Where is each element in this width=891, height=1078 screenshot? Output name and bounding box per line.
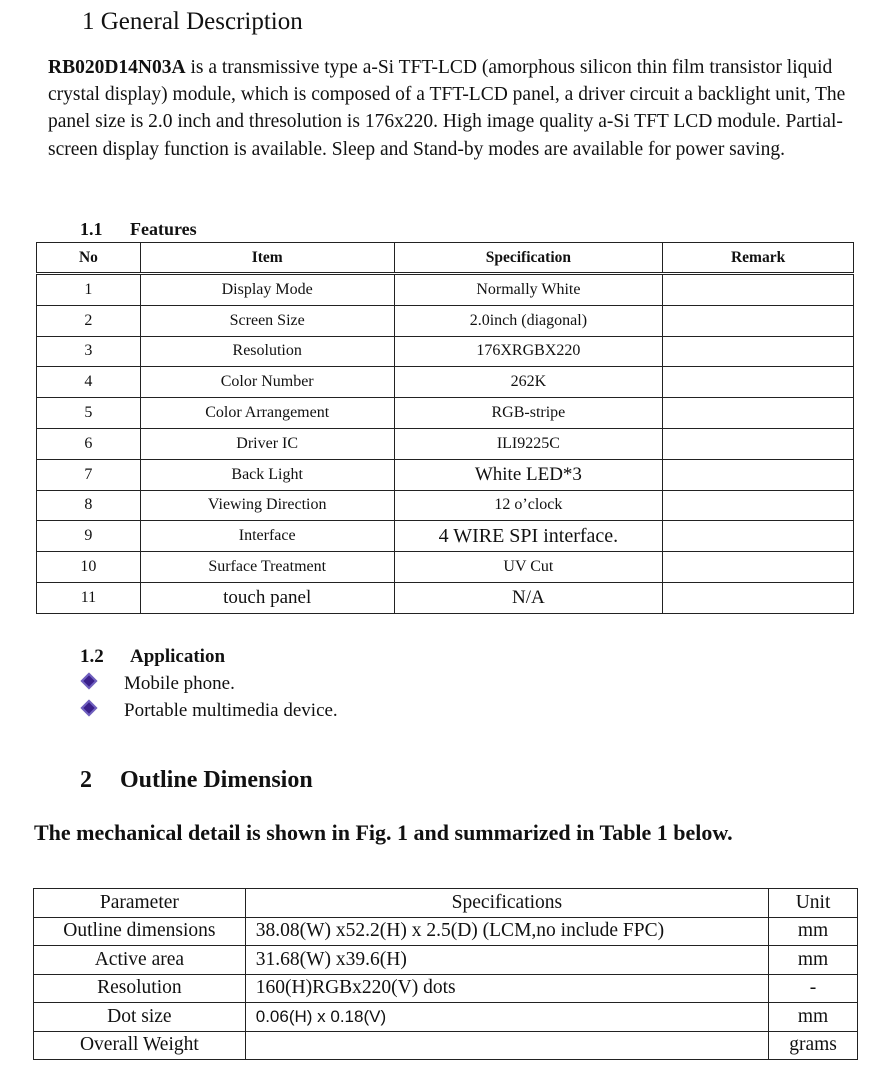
cell-item: Color Number <box>140 367 394 398</box>
cell-item: Viewing Direction <box>140 490 394 521</box>
cell-no: 7 <box>37 459 141 490</box>
cell-spec: 4 WIRE SPI interface. <box>394 521 663 552</box>
cell-no: 3 <box>37 336 141 367</box>
cell-remark <box>663 490 854 521</box>
cell-specification: 160(H)RGBx220(V) dots <box>245 974 768 1003</box>
cell-no: 10 <box>37 552 141 583</box>
cell-remark <box>663 398 854 429</box>
cell-remark <box>663 274 854 306</box>
cell-parameter: Dot size <box>34 1003 246 1032</box>
header-specification: Specification <box>394 243 663 274</box>
features-heading <box>80 219 197 240</box>
list-item <box>80 700 338 722</box>
cell-remark <box>663 552 854 583</box>
cell-no: 1 <box>37 274 141 306</box>
header-remark: Remark <box>663 243 854 274</box>
cell-specification: 38.08(W) x52.2(H) x 2.5(D) (LCM,no include FPC) <box>245 917 768 946</box>
cell-item: touch panel <box>140 582 394 613</box>
cell-item: Color Arrangement <box>140 398 394 429</box>
cell-spec: White LED*3 <box>394 459 663 490</box>
table-row <box>37 305 854 336</box>
cell-spec: 12 o’clock <box>394 490 663 521</box>
cell-spec: 262K <box>394 367 663 398</box>
table-row <box>37 459 854 490</box>
cell-specification: 0.06(H) x 0.18(V) <box>245 1003 768 1032</box>
cell-unit: mm <box>769 917 858 946</box>
cell-parameter: Resolution <box>34 974 246 1003</box>
cell-unit: - <box>769 974 858 1003</box>
cell-item: Interface <box>140 521 394 552</box>
cell-remark <box>663 336 854 367</box>
table-row <box>37 552 854 583</box>
cell-spec: 2.0inch (diagonal) <box>394 305 663 336</box>
cell-item: Resolution <box>140 336 394 367</box>
cell-no: 9 <box>37 521 141 552</box>
cell-spec: ILI9225C <box>394 428 663 459</box>
cell-spec: Normally White <box>394 274 663 306</box>
application-title: Application <box>130 646 226 667</box>
cell-unit: mm <box>769 946 858 975</box>
cell-remark <box>663 428 854 459</box>
section-2-heading <box>80 767 313 794</box>
cell-parameter: Outline dimensions <box>34 917 246 946</box>
params-header-row <box>34 889 858 918</box>
application-item-text: Mobile phone. <box>124 673 235 694</box>
cell-parameter: Overall Weight <box>34 1031 246 1060</box>
diamond-bullet-icon <box>81 700 98 717</box>
cell-remark <box>663 305 854 336</box>
table-row <box>34 1003 858 1032</box>
cell-no: 6 <box>37 428 141 459</box>
header-unit: Unit <box>769 889 858 918</box>
cell-parameter: Active area <box>34 946 246 975</box>
cell-item: Display Mode <box>140 274 394 306</box>
features-table <box>36 242 854 614</box>
features-header-row <box>37 243 854 274</box>
cell-spec: RGB-stripe <box>394 398 663 429</box>
features-number: 1.1 <box>80 219 103 239</box>
table-row <box>34 946 858 975</box>
cell-no: 2 <box>37 305 141 336</box>
features-title: Features <box>130 219 197 239</box>
cell-specification <box>245 1031 768 1060</box>
cell-no: 8 <box>37 490 141 521</box>
cell-item: Surface Treatment <box>140 552 394 583</box>
header-specifications: Specifications <box>245 889 768 918</box>
section-1-title: 1 General Description <box>82 8 303 35</box>
table-row <box>37 428 854 459</box>
section-2-number: 2 <box>80 767 92 793</box>
table-row <box>37 490 854 521</box>
header-no: No <box>37 243 141 274</box>
cell-no: 4 <box>37 367 141 398</box>
cell-remark <box>663 459 854 490</box>
cell-remark <box>663 367 854 398</box>
application-item-text: Portable multimedia device. <box>124 700 338 721</box>
table-row <box>34 917 858 946</box>
cell-remark <box>663 521 854 552</box>
model-number: RB020D14N03A <box>48 57 186 78</box>
application-heading <box>80 646 225 668</box>
description-text: is a transmissive type a-Si TFT-LCD (amorphous silicon thin film transistor liquid crystal display) module, which is composed of a TFT-LCD panel, a driver circuit a backlight unit, The panel size is 2.0 inch and thresolution is 176x220. High image quality a-Si TFT LCD module. Partial-screen display function is available. Sleep and Stand-by modes are available for power saving. <box>48 57 846 160</box>
mechanical-detail-text: The mechanical detail is shown in Fig. 1 and summarized in Table 1 below. <box>34 820 733 845</box>
cell-no: 11 <box>37 582 141 613</box>
header-item: Item <box>140 243 394 274</box>
application-number: 1.2 <box>80 646 104 667</box>
cell-spec: UV Cut <box>394 552 663 583</box>
table-row <box>37 582 854 613</box>
cell-unit: grams <box>769 1031 858 1060</box>
table-row <box>37 367 854 398</box>
parameters-table <box>33 888 858 1060</box>
cell-item: Screen Size <box>140 305 394 336</box>
table-row <box>37 521 854 552</box>
cell-item: Back Light <box>140 459 394 490</box>
cell-spec: 176XRGBX220 <box>394 336 663 367</box>
cell-item: Driver IC <box>140 428 394 459</box>
table-row <box>34 974 858 1003</box>
cell-unit: mm <box>769 1003 858 1032</box>
list-item <box>80 673 235 695</box>
cell-spec: N/A <box>394 582 663 613</box>
general-description-paragraph <box>48 54 858 163</box>
table-row <box>37 336 854 367</box>
table-row <box>37 274 854 306</box>
header-parameter: Parameter <box>34 889 246 918</box>
diamond-bullet-icon <box>81 673 98 690</box>
table-row <box>37 398 854 429</box>
cell-specification: 31.68(W) x39.6(H) <box>245 946 768 975</box>
cell-remark <box>663 582 854 613</box>
cell-no: 5 <box>37 398 141 429</box>
table-row <box>34 1031 858 1060</box>
section-2-title: Outline Dimension <box>120 767 313 793</box>
